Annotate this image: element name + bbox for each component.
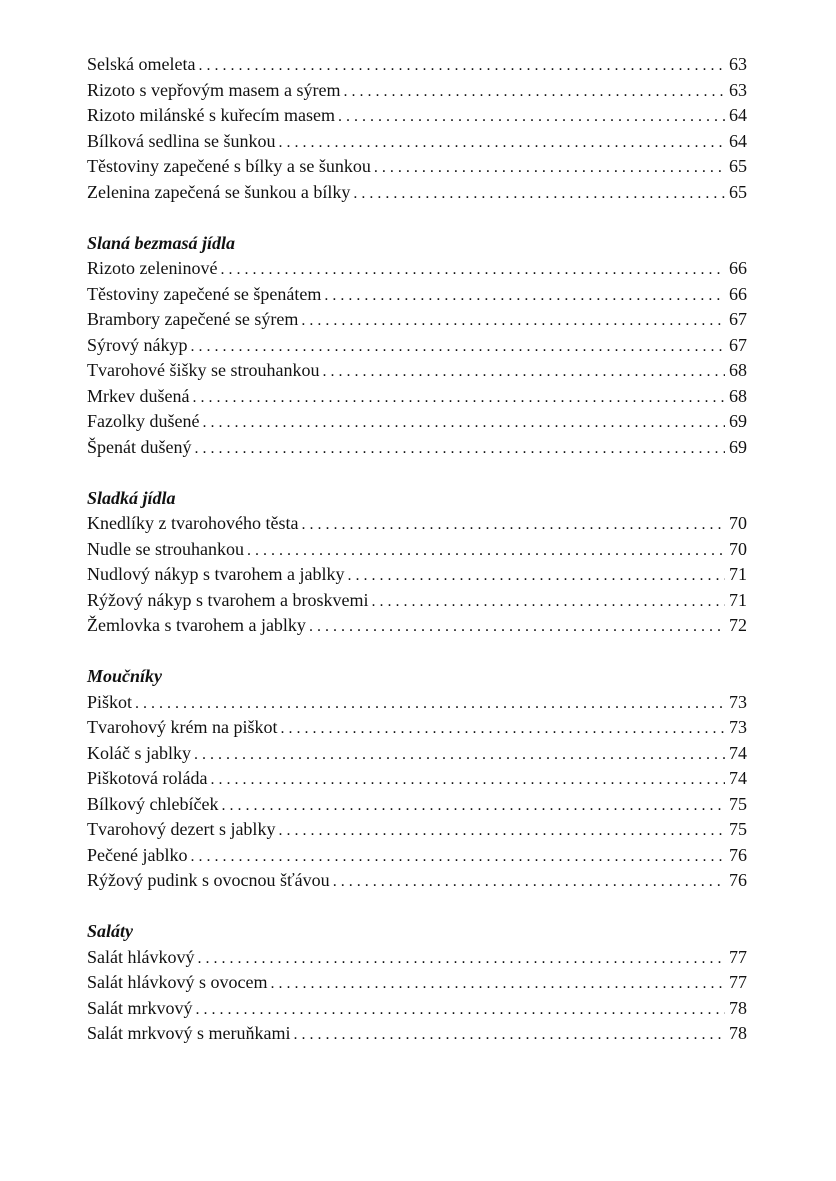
- toc-entry-page: 74: [729, 742, 747, 763]
- toc-entry-page: 67: [729, 334, 747, 355]
- toc-entry-page: 74: [729, 768, 747, 788]
- toc-entry-title: Piškot: [87, 691, 133, 712]
- toc-entry-title: Žemlovka s tvarohem a jablky: [87, 615, 306, 635]
- toc-entry: [87, 945, 747, 971]
- toc-entry: [87, 358, 747, 384]
- toc-entry-page: 76: [729, 844, 747, 865]
- toc-entry-page: 65: [729, 156, 747, 176]
- toc-entry: [87, 562, 747, 588]
- toc-entry-title: Rizoto milánské s kuřecím masem: [87, 105, 335, 125]
- toc-entry-title: Koláč s jablky: [87, 742, 191, 763]
- dot-leader: [194, 742, 725, 767]
- toc-entry: [87, 511, 747, 537]
- toc-entry: [87, 613, 747, 639]
- dot-leader: [347, 563, 725, 588]
- dot-leader: [196, 997, 726, 1022]
- dot-leader: [190, 844, 725, 869]
- dot-leader: [301, 308, 725, 333]
- dot-leader: [192, 385, 725, 410]
- toc-entry-page: 70: [729, 513, 747, 533]
- section-heading: Saláty: [87, 921, 134, 941]
- dot-leader: [270, 971, 725, 996]
- toc-entry-title: Salát mrkvový: [87, 997, 193, 1018]
- dot-leader: [280, 716, 725, 741]
- toc-entry: [87, 715, 747, 741]
- toc-entry-page: 63: [729, 54, 747, 74]
- toc-entry: [87, 690, 747, 716]
- toc-entry-title: Piškotová roláda: [87, 768, 208, 788]
- toc-entry-title: Bílková sedlina se šunkou: [87, 130, 276, 151]
- toc-section-sweet: [87, 486, 747, 639]
- toc-section-savory-meatless: [87, 231, 747, 461]
- toc-entry-page: 64: [729, 130, 747, 151]
- toc-entry: [87, 409, 747, 435]
- toc-entry-page: 73: [729, 691, 747, 712]
- toc-entry-page: 78: [729, 1023, 747, 1043]
- toc-entry-title: Tvarohový krém na piškot: [87, 717, 278, 737]
- toc-entry-title: Nudlový nákyp s tvarohem a jablky: [87, 564, 345, 584]
- dot-leader: [324, 283, 725, 308]
- toc-entry: [87, 817, 747, 843]
- toc-entry-page: 68: [729, 385, 747, 406]
- toc-entry-page: 70: [729, 538, 747, 559]
- toc-entry-page: 67: [729, 309, 747, 329]
- toc-entry-title: Salát hlávkový: [87, 946, 195, 967]
- dot-leader: [278, 818, 725, 843]
- toc-entry-page: 72: [729, 615, 747, 635]
- dot-leader: [191, 334, 726, 359]
- toc-section-salads: [87, 919, 747, 1047]
- toc-entry: [87, 307, 747, 333]
- toc-entry: [87, 1021, 747, 1047]
- toc-entry-title: Brambory zapečené se sýrem: [87, 309, 299, 329]
- section-heading: Slaná bezmasá jídla: [87, 232, 236, 253]
- toc-entry-title: Bílkový chlebíček: [87, 793, 219, 814]
- toc-entry-title: Rizoto zeleninové: [87, 258, 218, 278]
- toc-entry-title: Těstoviny zapečené s bílky a se šunkou: [87, 156, 371, 176]
- toc-entry-page: 66: [729, 258, 747, 278]
- toc-entry-page: 77: [729, 972, 747, 992]
- toc-entry-title: Těstoviny zapečené se špenátem: [87, 283, 322, 304]
- toc-entry-page: 75: [729, 819, 747, 839]
- toc-entry: [87, 868, 747, 894]
- toc-entry-title: Salát mrkvový s meruňkami: [87, 1023, 291, 1043]
- toc-entry-page: 64: [729, 105, 747, 125]
- table-of-contents: [87, 52, 747, 1047]
- toc-entry-page: 68: [729, 360, 747, 380]
- toc-entry-page: 77: [729, 946, 747, 967]
- toc-entry-page: 69: [729, 436, 747, 457]
- toc-entry-title: Tvarohový dezert s jablky: [87, 819, 276, 839]
- toc-entry: [87, 384, 747, 410]
- dot-leader: [371, 589, 725, 614]
- dot-leader: [293, 1022, 725, 1047]
- toc-entry-title: Zelenina zapečená se šunkou a bílky: [87, 181, 351, 202]
- dot-leader: [278, 130, 725, 155]
- toc-entry-page: 76: [729, 870, 747, 890]
- toc-entry: [87, 766, 747, 792]
- toc-entry-page: 73: [729, 717, 747, 737]
- toc-entry: [87, 435, 747, 461]
- toc-entry: [87, 154, 747, 180]
- dot-leader: [338, 104, 725, 129]
- toc-entry-title: Nudle se strouhankou: [87, 538, 244, 559]
- dot-leader: [309, 614, 725, 639]
- dot-leader: [247, 538, 725, 563]
- dot-leader: [221, 793, 725, 818]
- toc-entry-title: Mrkev dušená: [87, 385, 190, 406]
- toc-entry-page: 71: [729, 589, 747, 610]
- toc-entry: [87, 333, 747, 359]
- toc-entry-title: Rizoto s vepřovým masem a sýrem: [87, 79, 341, 100]
- toc-entry: [87, 537, 747, 563]
- toc-entry-title: Salát hlávkový s ovocem: [87, 972, 268, 992]
- section-heading: Sladká jídla: [87, 487, 176, 508]
- toc-entry-title: Špenát dušený: [87, 436, 192, 457]
- toc-entry-title: Selská omeleta: [87, 54, 196, 74]
- dot-leader: [353, 181, 725, 206]
- toc-entry: [87, 103, 747, 129]
- toc-entry: [87, 256, 747, 282]
- toc-entry: [87, 588, 747, 614]
- section-heading: Moučníky: [87, 666, 163, 686]
- dot-leader: [322, 359, 725, 384]
- toc-entry-page: 69: [729, 411, 747, 431]
- toc-entry-page: 75: [729, 793, 747, 814]
- toc-entry-title: Sýrový nákyp: [87, 334, 188, 355]
- toc-section-continued: [87, 52, 747, 205]
- dot-leader: [135, 691, 725, 716]
- dot-leader: [301, 512, 725, 537]
- toc-entry: [87, 843, 747, 869]
- toc-entry-title: Fazolky dušené: [87, 411, 200, 431]
- toc-entry-title: Knedlíky z tvarohového těsta: [87, 513, 299, 533]
- dot-leader: [333, 869, 725, 894]
- dot-leader: [194, 436, 725, 461]
- dot-leader: [343, 79, 725, 104]
- dot-leader: [374, 155, 725, 180]
- toc-section-desserts: [87, 664, 747, 894]
- toc-entry: [87, 78, 747, 104]
- toc-entry: [87, 52, 747, 78]
- toc-entry: [87, 741, 747, 767]
- toc-entry-title: Tvarohové šišky se strouhankou: [87, 360, 320, 380]
- toc-entry: [87, 180, 747, 206]
- toc-entry-title: Rýžový nákyp s tvarohem a broskvemi: [87, 589, 369, 610]
- toc-entry-page: 63: [729, 79, 747, 100]
- toc-entry-page: 78: [729, 997, 747, 1018]
- toc-entry: [87, 282, 747, 308]
- toc-entry-title: Rýžový pudink s ovocnou šťávou: [87, 870, 330, 890]
- toc-entry: [87, 996, 747, 1022]
- toc-entry: [87, 129, 747, 155]
- dot-leader: [220, 257, 725, 282]
- toc-entry-page: 65: [729, 181, 747, 202]
- toc-entry-page: 71: [729, 564, 747, 584]
- toc-entry-page: 66: [729, 283, 747, 304]
- dot-leader: [198, 53, 725, 78]
- dot-leader: [197, 946, 725, 971]
- toc-entry: [87, 792, 747, 818]
- toc-entry: [87, 970, 747, 996]
- dot-leader: [210, 767, 725, 792]
- dot-leader: [202, 410, 725, 435]
- toc-entry-title: Pečené jablko: [87, 844, 188, 865]
